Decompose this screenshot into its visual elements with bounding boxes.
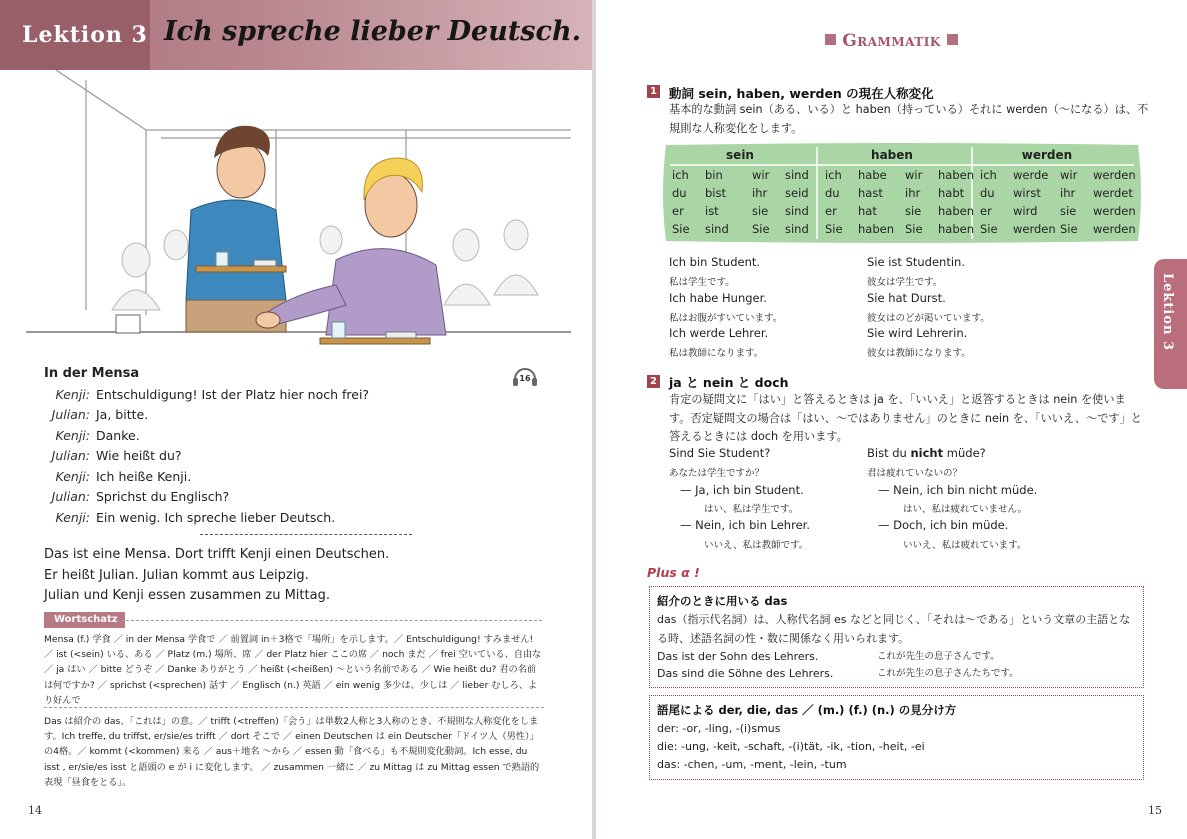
utterance: Sprichst du Englisch? — [96, 489, 230, 505]
table-cell: du — [672, 186, 687, 200]
info-box-das-example-jp: これが先生の息子さんたちです。 — [877, 668, 1019, 679]
answer: — Doch, ich bin müde. — [878, 518, 1009, 532]
table-cell: sie — [905, 204, 922, 218]
question-1: Sind Sie Student? — [669, 446, 771, 460]
narrative-line: Julian und Kenji essen zusammen zu Mittag. — [44, 588, 330, 603]
dialog-line — [44, 487, 544, 508]
utterance: Entschuldigung! Ist der Platz hier noch frei? — [96, 386, 370, 402]
example-jp: 彼女はのどが渇いています。 — [867, 313, 990, 324]
question-2-post: müde? — [943, 446, 986, 460]
table-cell: werden — [1093, 204, 1136, 218]
table-cell: ist — [705, 204, 719, 218]
right-page — [596, 0, 1187, 839]
table-cell: werden — [1013, 222, 1056, 236]
example-de: Ich werde Lehrer. — [669, 326, 769, 340]
dialog-line — [44, 466, 544, 487]
table-cell: du — [825, 186, 840, 200]
narrative — [44, 545, 554, 607]
info-box-gender-title: 語尾による der, die, das ／ (m.) (f.) (n.) の見分け方 — [657, 703, 957, 717]
info-box-das-example: Das ist der Sohn des Lehrers. — [657, 650, 819, 663]
example-jp: 私は教師になります。 — [669, 348, 764, 359]
divider — [44, 707, 544, 708]
left-page — [0, 0, 592, 839]
dialog-line — [44, 425, 544, 446]
info-box-gender-line: der: -or, -ling, -(i)smus — [657, 722, 781, 735]
utterance: Danke. — [96, 427, 140, 443]
speaker: Julian: — [51, 448, 90, 464]
answer-jp: はい、私は学生です。 — [704, 504, 799, 515]
dialog-line — [44, 446, 544, 467]
divider — [116, 620, 542, 621]
utterance: Wie heißt du? — [96, 448, 182, 464]
example-jp: 彼女は学生です。 — [867, 277, 943, 288]
example-de: Ich bin Student. — [669, 255, 761, 269]
speaker: Kenji: — [55, 468, 90, 484]
answer: — Nein, ich bin nicht müde. — [878, 483, 1038, 497]
square-icon — [825, 34, 836, 45]
mensa-illustration — [26, 70, 571, 355]
example-de: Sie hat Durst. — [867, 291, 946, 305]
table-cell: werdet — [1093, 186, 1133, 200]
dialog — [44, 384, 544, 528]
table-cell: hast — [858, 186, 883, 200]
square-icon — [947, 34, 958, 45]
table-cell: ich — [672, 168, 689, 182]
answer-jp: はい、私は疲れていません。 — [903, 504, 1028, 515]
plus-alpha-label: Plus α ! — [647, 565, 700, 580]
dialog-title: In der Mensa — [44, 366, 140, 381]
info-box-gender-line: die: -ung, -keit, -schaft, -(i)tät, -ik, -tion, -heit, -ei — [657, 740, 925, 753]
question-1-jp: あなたは学生ですか？ — [669, 468, 765, 479]
dialog-line — [44, 507, 544, 528]
table-cell: Sie — [905, 222, 923, 236]
table-cell: er — [825, 204, 837, 218]
table-cell: werden — [1093, 168, 1136, 182]
grammatik-label: Grammatik — [842, 31, 941, 51]
section-1-text: 基本的な動詞 sein（ある、いる）と haben（持っている）それに werden（～になる）は、不規則な人称変化をします。 — [669, 103, 1149, 135]
audio-track-number: 16 — [519, 374, 531, 383]
table-cell: werden — [1093, 222, 1136, 236]
table-cell: sind — [705, 222, 729, 236]
lesson-banner — [0, 0, 592, 70]
wortschatz-2: Das は紹介の das、「これは」の意。／ trifft (<treffen)「会う」は単数2人称と3人称のとき、不規則な人称変化をします。Ich treffe, du triffst, er/sie/es trifft ／ dort そこで ／ einen Deutschen は ein Deutscher「ドイツ人（男性）」の4格。／ kommt (<kommen) 来る ／ aus＋地名 ～から ／ essen 動「食べる」も不規則変化動詞。Ich esse, du isst , er/sie/es isst と語頭の e が i に変化します。 ／ zusammen 一緒に ／ zu Mittag は zu Mittag essen で熟語的表現「昼食をとる」。 — [44, 716, 540, 788]
table-cell: ihr — [1060, 186, 1076, 200]
table-cell: wir — [752, 168, 770, 182]
table-cell: ihr — [752, 186, 768, 200]
page-number-left: 14 — [28, 804, 42, 817]
speaker: Kenji: — [55, 509, 90, 525]
table-cell: hat — [858, 204, 877, 218]
wortschatz-1: Mensa (f.) 学食 ／ in der Mensa 学食で ／ 前置詞 in＋3格で「場所」を示します。／ Entschuldigung! すみません! ／ ist (<sein) いる、ある ／ Platz (m.) 場所、席 ／ der Platz hier ここの席 ／ noch まだ ／ frei 空いている、自由な ／ ja はい ／ bitte どうぞ ／ Danke ありがとう ／ heißt (<heißen) ～という名前である ／ Wie heißt du? 君の名前は何ですか? ／ sprichst (<sprechen) 話す ／ Englisch (n.) 英語 ／ ein wenig 多少は、少しは ／ lieber むしろ、より好んで — [44, 634, 542, 706]
table-cell: sie — [1060, 204, 1077, 218]
table-cell: sind — [785, 222, 809, 236]
chapter-side-tab-label: Lektion 3 — [1160, 273, 1175, 352]
example-de: Ich habe Hunger. — [669, 291, 767, 305]
info-box-das-title: 紹介のときに用いる das — [657, 594, 788, 608]
answer-jp: いいえ、私は疲れています。 — [903, 540, 1027, 551]
section-1-title: 動詞 sein, haben, werden の現在人称変化 — [669, 86, 934, 101]
example-jp: 私はお腹がすいています。 — [669, 313, 783, 324]
section-2-title: ja と nein と doch — [669, 375, 789, 390]
info-box-das-example-jp: これが先生の息子さんです。 — [877, 651, 1000, 662]
speaker: Julian: — [51, 489, 90, 505]
narrative-line: Er heißt Julian. Julian kommt aus Leipzig. — [44, 567, 309, 583]
table-cell: sie — [752, 204, 769, 218]
chapter-side-tab — [1154, 259, 1187, 389]
table-cell: wir — [1060, 168, 1078, 182]
section-2-text: 肯定の疑問文に「はい」と答えるときは ja を、「いいえ」と返答するときは nein を使います。否定疑問文の場合は「はい、～ではありません」のときに nein を、「いいえ、～です」と答えるときには doch を用います。 — [669, 393, 1142, 443]
table-cell: wird — [1013, 204, 1038, 218]
table-cell: haben — [938, 204, 974, 218]
table-cell: bin — [705, 168, 723, 182]
speaker: Kenji: — [55, 386, 90, 402]
table-cell: du — [980, 186, 995, 200]
table-cell: ich — [980, 168, 997, 182]
table-cell: Sie — [1060, 222, 1078, 236]
table-cell: wirst — [1013, 186, 1041, 200]
table-header-werden: werden — [1021, 148, 1073, 162]
utterance: Ja, bitte. — [96, 407, 149, 423]
question-2-pre: Bist du — [867, 446, 911, 460]
table-cell: werde — [1013, 168, 1049, 182]
page-number-right: 15 — [1148, 804, 1162, 817]
dialog-line — [44, 384, 544, 405]
table-cell: Sie — [752, 222, 770, 236]
speaker: Kenji: — [55, 427, 90, 443]
utterance: Ein wenig. Ich spreche lieber Deutsch. — [96, 509, 336, 525]
table-cell: sind — [785, 204, 809, 218]
table-cell: Sie — [980, 222, 998, 236]
example-de: Sie ist Studentin. — [867, 255, 965, 269]
section-number-1: 1 — [647, 85, 660, 98]
lesson-title: Ich spreche lieber Deutsch. — [164, 16, 581, 47]
table-cell: haben — [938, 168, 974, 182]
conjugation-table — [662, 143, 1142, 243]
lesson-label: Lektion 3 — [0, 0, 150, 70]
table-cell: sind — [785, 168, 809, 182]
utterance: Ich heiße Kenji. — [96, 468, 192, 484]
table-cell: wir — [905, 168, 923, 182]
example-jp: 彼女は教師になります。 — [867, 348, 971, 359]
table-cell: er — [980, 204, 992, 218]
table-cell: bist — [705, 186, 726, 200]
example-jp: 私は学生です。 — [669, 277, 735, 288]
info-box-gender-line: das: -chen, -um, -ment, -lein, -tum — [657, 758, 847, 771]
info-box-das-example: Das sind die Söhne des Lehrers. — [657, 667, 834, 680]
section-number-2: 2 — [647, 375, 660, 388]
table-cell: ihr — [905, 186, 921, 200]
table-cell: Sie — [672, 222, 690, 236]
info-box-das-text: das（指示代名詞）は、人称代名詞 es などと同じく、「それは～である」という文章の主語となる時、述語名詞の性・数に関係なく用いられます。 — [657, 613, 1131, 645]
table-cell: haben — [858, 222, 894, 236]
question-2-jp: 君は疲れていないの？ — [867, 468, 963, 479]
table-cell: Sie — [825, 222, 843, 236]
table-cell: seid — [785, 186, 809, 200]
answer: — Nein, ich bin Lehrer. — [680, 518, 810, 532]
table-cell: haben — [938, 222, 974, 236]
dialog-line — [44, 405, 544, 426]
table-cell: habt — [938, 186, 965, 200]
answer-jp: いいえ、私は教師です。 — [704, 540, 809, 551]
wortschatz-label: Wortschatz — [44, 612, 125, 628]
speaker: Julian: — [51, 407, 90, 423]
divider — [200, 534, 412, 535]
example-de: Sie wird Lehrerin. — [867, 326, 968, 340]
table-header-haben: haben — [871, 148, 913, 162]
table-header-sein: sein — [726, 148, 754, 162]
question-2 — [867, 446, 986, 460]
grammatik-heading — [596, 31, 1187, 51]
table-cell: ich — [825, 168, 842, 182]
question-2-bold: nicht — [910, 446, 944, 460]
table-cell: er — [672, 204, 684, 218]
answer: — Ja, ich bin Student. — [680, 483, 804, 497]
narrative-line: Das ist eine Mensa. Dort trifft Kenji einen Deutschen. — [44, 547, 390, 562]
table-cell: habe — [858, 168, 887, 182]
